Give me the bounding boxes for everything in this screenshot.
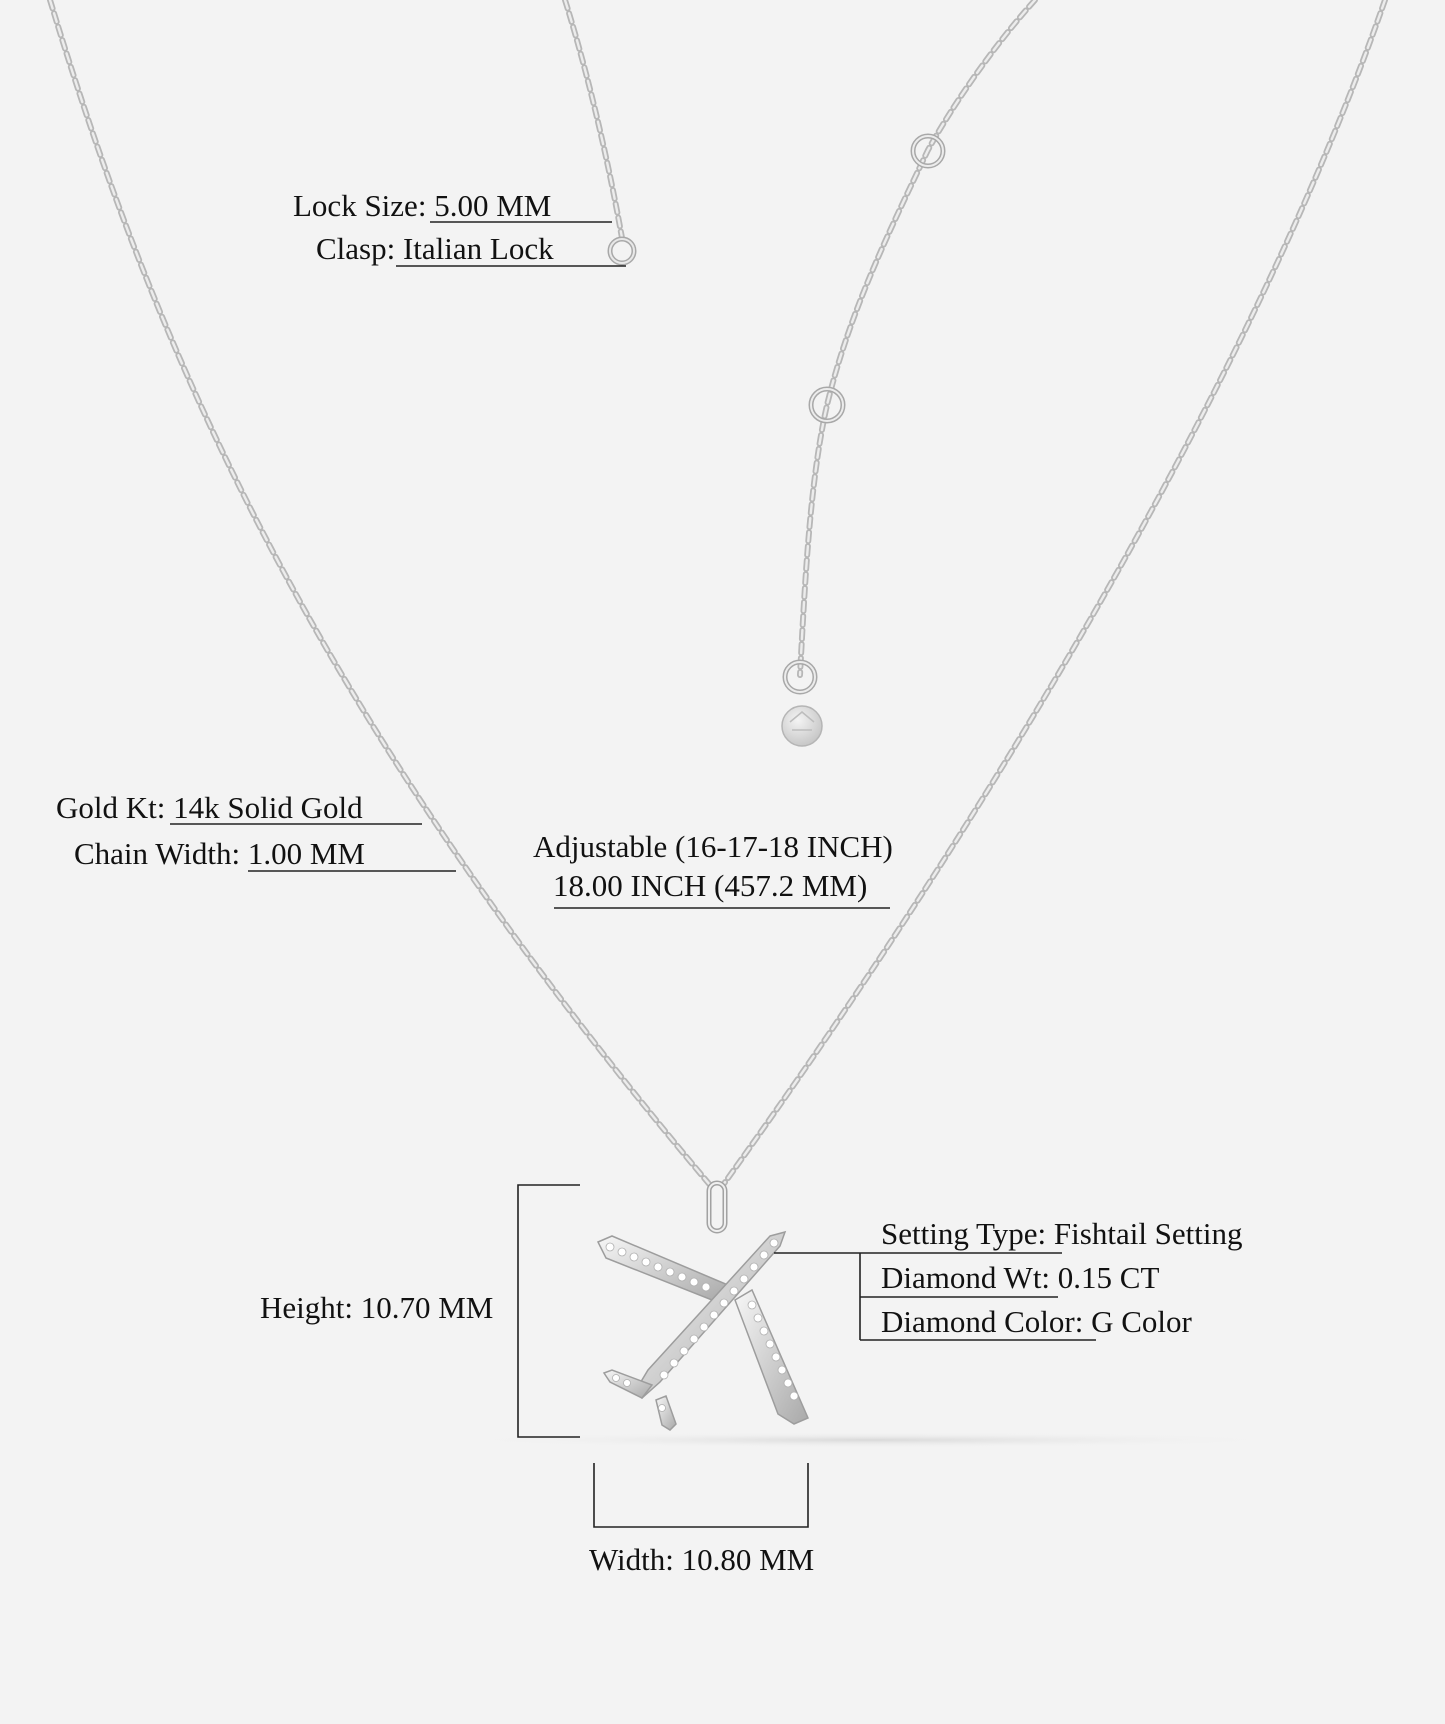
clasp-label xyxy=(316,233,554,264)
lock-size-value: 5.00 MM xyxy=(426,188,552,223)
chain xyxy=(50,0,1385,1185)
gold-kt-value: 14k Solid Gold xyxy=(165,790,363,825)
right-chain-strand xyxy=(723,0,1385,1185)
setting-type-value: Fishtail Setting xyxy=(1046,1216,1243,1251)
adjustable-label: Adjustable (16-17-18 INCH) xyxy=(533,829,893,864)
pendant-shadow xyxy=(450,1432,1290,1448)
chain-width-key: Chain Width: xyxy=(74,836,241,871)
chain-width-value: 1.00 MM xyxy=(240,836,365,871)
airplane-pendant xyxy=(598,1183,808,1430)
diamond-wt-key: Diamond Wt: xyxy=(881,1260,1051,1295)
diamond-color-label xyxy=(881,1306,1192,1337)
diamond-wt-value: 0.15 CT xyxy=(1050,1260,1160,1295)
tag-disc xyxy=(782,706,822,746)
width-label: Width: 10.80 MM xyxy=(589,1542,815,1577)
width-bracket xyxy=(594,1463,808,1527)
clasp-value: Italian Lock xyxy=(395,231,554,266)
pendant-bail xyxy=(709,1183,725,1231)
height-bracket xyxy=(518,1185,580,1437)
setting-type-key: Setting Type: xyxy=(881,1216,1047,1251)
gold-kt-key: Gold Kt: xyxy=(56,790,166,825)
height-label: Height: 10.70 MM xyxy=(260,1290,494,1325)
lock-size-label xyxy=(293,190,551,221)
italian-lock-clasp xyxy=(610,239,634,263)
airplane-right-wing xyxy=(735,1290,808,1424)
gold-kt-label xyxy=(56,792,363,823)
clasp-key: Clasp: xyxy=(316,231,396,266)
diamond-color-value: G Color xyxy=(1083,1304,1192,1339)
diamond-wt-label xyxy=(881,1262,1159,1293)
setting-type-label xyxy=(881,1218,1243,1249)
lock-size-key: Lock Size: xyxy=(293,188,427,223)
diamond-color-key: Diamond Color: xyxy=(881,1304,1084,1339)
length-label: 18.00 INCH (457.2 MM) xyxy=(553,868,868,903)
extension-chain-strand xyxy=(800,0,1035,675)
chain-width-label xyxy=(74,838,365,869)
clasp-chain-strand xyxy=(565,0,622,238)
